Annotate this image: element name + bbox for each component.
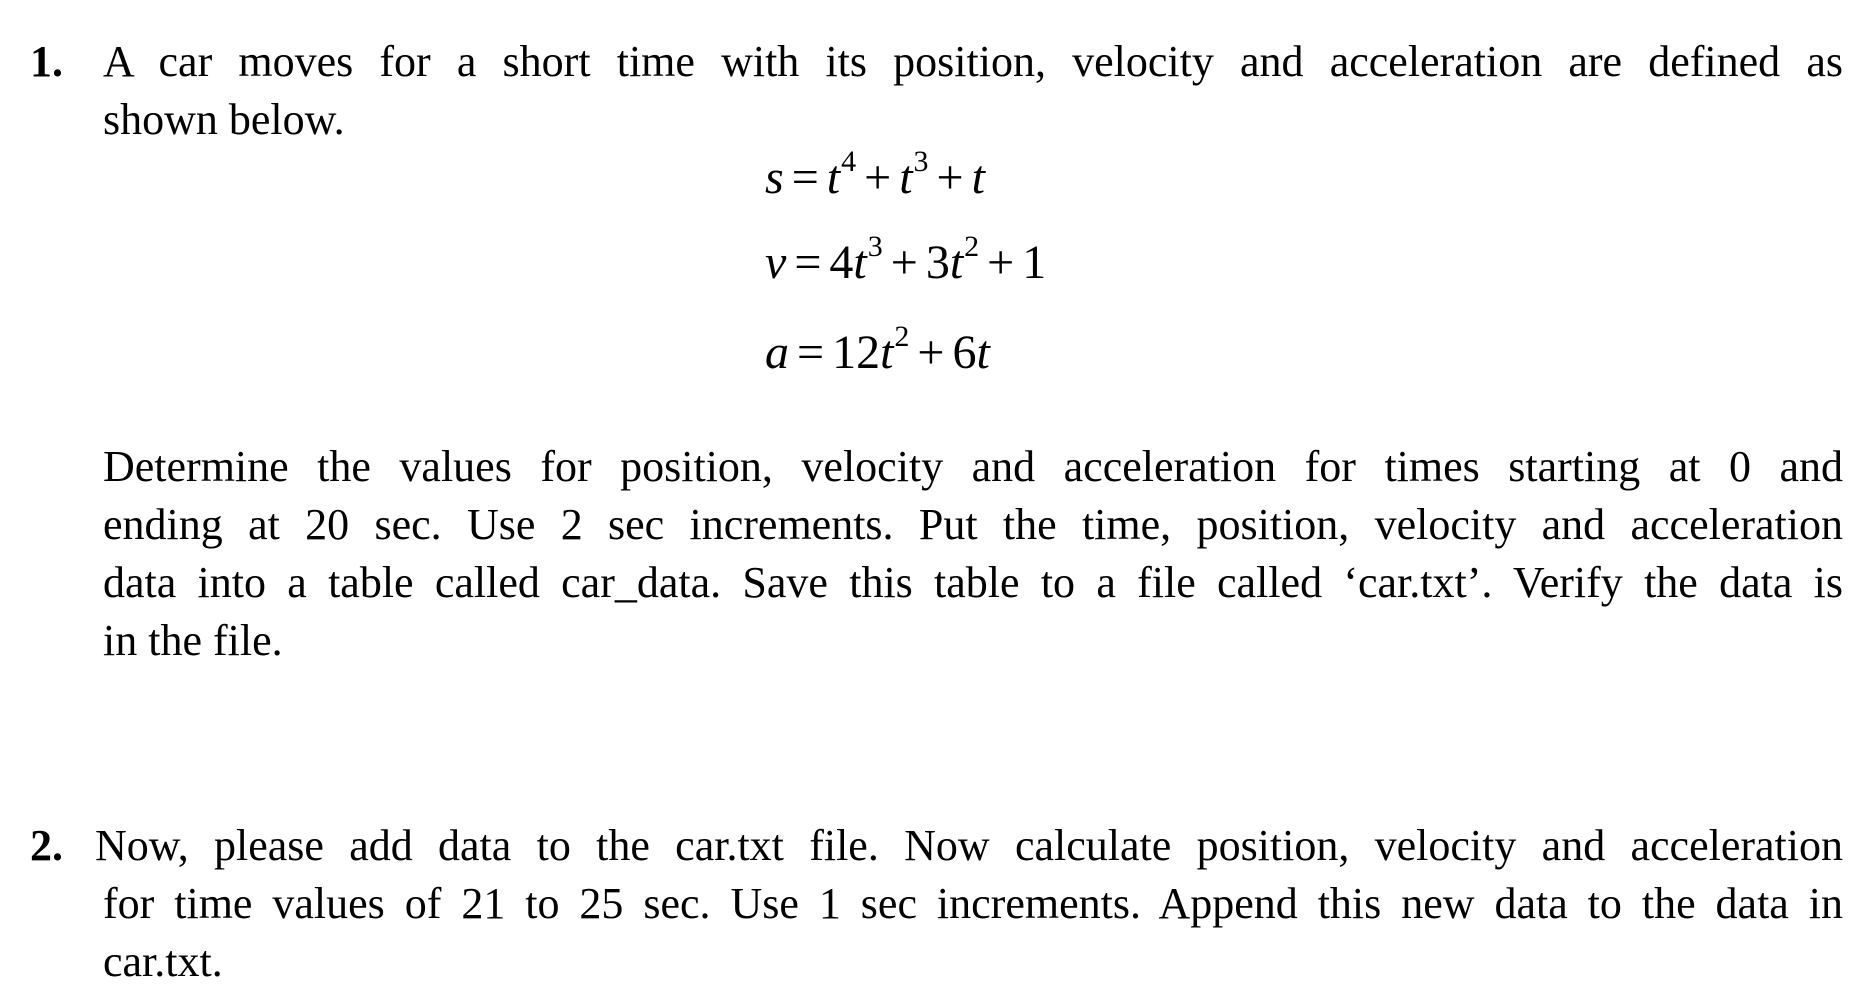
question-1-task-line: in the file. <box>103 616 283 665</box>
question-2-number: 2. <box>30 821 63 870</box>
question-1-intro <box>103 33 1843 149</box>
question-1-task-line: Determine the values for position, velocity and acceleration for times starting at 0 and <box>103 442 1843 491</box>
question-2-text <box>95 817 1843 991</box>
question-1-task-line: ending at 20 sec. Use 2 sec increments. Put the time, position, velocity and acceleration <box>103 500 1843 549</box>
equation-position: $s = t^4 + t^3 + t$ <box>765 145 985 204</box>
question-2-line: car.txt. <box>103 937 223 986</box>
question-1-number: 1. <box>30 37 63 86</box>
question-2-line: for time values of 21 to 25 sec. Use 1 sec increments. Append this new data to the data in <box>103 879 1843 928</box>
question-1-task <box>103 438 1843 670</box>
equation-lhs: s <box>765 151 784 204</box>
question-1-intro-line: shown below. <box>103 95 345 144</box>
equation-lhs: v <box>765 236 787 289</box>
question-2-line: Now, please add data to the car.txt file. Now calculate position, velocity and acceleration <box>95 821 1843 870</box>
equation-acceleration: $a = 12t^2 + 6t$ <box>765 320 990 379</box>
question-1-task-line: data into a table called car_data. Save this table to a file called ‘car.txt’. Verify the data is <box>103 558 1843 607</box>
equation-lhs: a <box>765 326 789 379</box>
equation-velocity: $v = 4t^3 + 3t^2 + 1$ <box>765 230 1047 289</box>
question-1-intro-line: A car moves for a short time with its position, velocity and acceleration are defined as <box>103 37 1843 86</box>
